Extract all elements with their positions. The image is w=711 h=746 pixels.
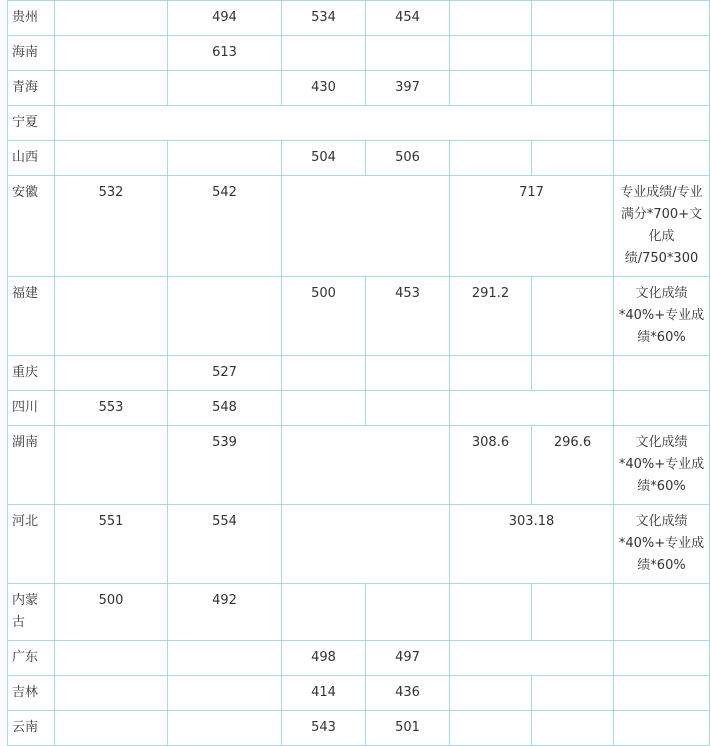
formula-note-cell [614,1,710,36]
score-cell [168,141,282,176]
score-cell [282,356,366,391]
score-cell [450,584,532,641]
score-cell [450,36,532,71]
score-cell: 542 [168,176,282,277]
score-cell [55,141,168,176]
score-cell [55,711,168,746]
score-cell [450,71,532,106]
table-row [8,676,710,711]
score-cell: 500 [282,277,366,356]
score-cell: 532 [55,176,168,277]
score-cell [532,584,614,641]
score-cell [366,356,450,391]
score-cell: 551 [55,505,168,584]
formula-note-cell: 文化成绩*40%+专业成绩*60% [614,505,710,584]
formula-note-cell: 专业成绩/专业满分*700+文化成绩/750*300 [614,176,710,277]
score-cell [168,71,282,106]
score-cell: 553 [55,391,168,426]
table-row [8,356,710,391]
score-cell [168,676,282,711]
score-cell-merged [450,391,614,426]
province-cell: 吉林 [8,676,55,711]
province-cell: 云南 [8,711,55,746]
score-cell [450,1,532,36]
score-cell: 453 [366,277,450,356]
score-cell-merged [282,426,450,505]
score-cell [168,711,282,746]
province-cell: 河北 [8,505,55,584]
score-table [7,0,710,746]
score-cell [366,36,450,71]
score-cell: 534 [282,1,366,36]
table-row [8,641,710,676]
score-cell: 527 [168,356,282,391]
score-cell: 414 [282,676,366,711]
score-cell [55,277,168,356]
score-cell: 501 [366,711,450,746]
table-row [8,106,710,141]
score-cell [366,584,450,641]
score-cell [55,71,168,106]
score-cell: 430 [282,71,366,106]
score-cell [450,141,532,176]
score-cell: 291.2 [450,277,532,356]
province-cell: 福建 [8,277,55,356]
formula-note-cell [614,356,710,391]
empty-merged-cell [55,106,614,141]
score-cell: 454 [366,1,450,36]
score-cell-merged [450,641,614,676]
score-cell [168,277,282,356]
score-cell [55,36,168,71]
score-cell [55,1,168,36]
table-row [8,584,710,641]
table-row [8,711,710,746]
score-cell: 506 [366,141,450,176]
score-cell [450,676,532,711]
formula-note-cell: 文化成绩*40%+专业成绩*60% [614,277,710,356]
province-cell: 内蒙古 [8,584,55,641]
table-row [8,141,710,176]
score-cell: 494 [168,1,282,36]
score-cell [55,676,168,711]
score-cell [55,641,168,676]
score-cell: 504 [282,141,366,176]
score-cell: 436 [366,676,450,711]
table-row [8,505,710,584]
score-cell [532,36,614,71]
score-cell [282,584,366,641]
province-cell: 湖南 [8,426,55,505]
province-cell: 青海 [8,71,55,106]
province-cell: 海南 [8,36,55,71]
formula-note-cell [614,641,710,676]
score-cell: 613 [168,36,282,71]
table-row [8,426,710,505]
score-cell: 539 [168,426,282,505]
score-cell: 497 [366,641,450,676]
table-row [8,1,710,36]
province-cell: 重庆 [8,356,55,391]
score-cell-merged [282,176,450,277]
score-cell: 543 [282,711,366,746]
score-cell-merged: 303.18 [450,505,614,584]
score-cell-merged [282,505,450,584]
score-cell-merged: 717 [450,176,614,277]
score-cell [55,356,168,391]
score-cell: 397 [366,71,450,106]
score-cell: 308.6 [450,426,532,505]
score-cell [532,676,614,711]
score-cell [55,426,168,505]
score-cell [532,71,614,106]
score-cell [366,391,450,426]
score-cell [450,711,532,746]
score-cell [168,641,282,676]
table-row [8,176,710,277]
score-cell [532,141,614,176]
score-cell [450,356,532,391]
score-cell: 498 [282,641,366,676]
score-cell: 548 [168,391,282,426]
score-cell: 492 [168,584,282,641]
province-cell: 四川 [8,391,55,426]
province-cell: 贵州 [8,1,55,36]
formula-note-cell [614,36,710,71]
province-cell: 宁夏 [8,106,55,141]
table-row [8,71,710,106]
formula-note-cell [614,106,710,141]
province-cell: 广东 [8,641,55,676]
score-cell: 554 [168,505,282,584]
score-cell: 500 [55,584,168,641]
score-cell [532,356,614,391]
formula-note-cell [614,391,710,426]
formula-note-cell: 文化成绩*40%+专业成绩*60% [614,426,710,505]
score-cell [532,711,614,746]
score-cell [532,277,614,356]
table-row [8,391,710,426]
score-cell: 296.6 [532,426,614,505]
province-cell: 山西 [8,141,55,176]
score-cell [532,1,614,36]
score-cell [282,36,366,71]
table-row [8,277,710,356]
formula-note-cell [614,584,710,641]
formula-note-cell [614,676,710,711]
formula-note-cell [614,71,710,106]
score-cell [282,391,366,426]
province-cell: 安徽 [8,176,55,277]
formula-note-cell [614,141,710,176]
table-row [8,36,710,71]
formula-note-cell [614,711,710,746]
